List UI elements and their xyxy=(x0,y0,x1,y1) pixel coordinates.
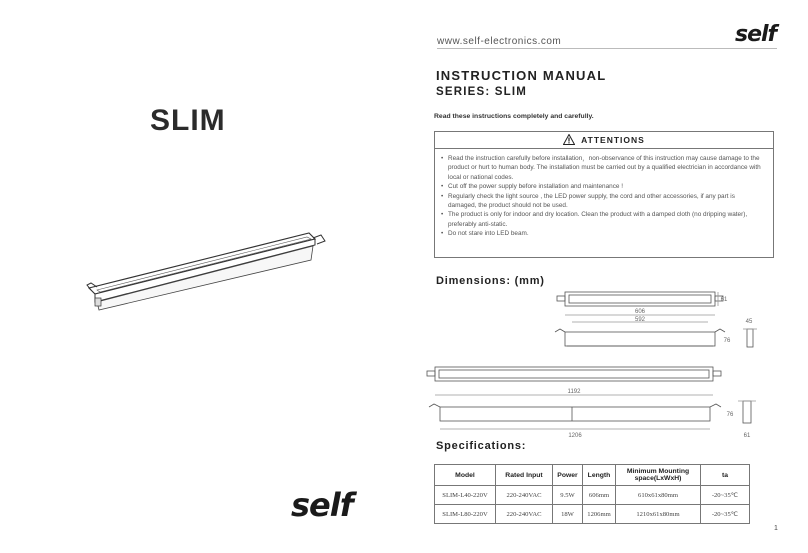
brand-logo-top: self xyxy=(735,22,777,47)
table-cell: SLIM-L40-220V xyxy=(435,486,496,505)
table-cell: 18W xyxy=(553,505,583,524)
column-header: Length xyxy=(583,465,616,486)
series-title: SERIES: SLIM xyxy=(436,86,528,98)
attention-item: • The product is only for indoor and dry location. Clean the product with a damped cloth (no dripping water), preferably anti-static. xyxy=(441,210,765,229)
table-header-row xyxy=(435,465,750,486)
drawing-1206-side-view xyxy=(440,407,710,421)
table-cell: 1210x61x80mm xyxy=(616,505,701,524)
warning-icon xyxy=(563,134,575,145)
table-cell: 9.5W xyxy=(553,486,583,505)
specifications-title: Specifications: xyxy=(436,440,527,452)
attention-item: • Read the instruction carefully before installation，non-observance of this instruction may cause damage to the product or hurt to human body. The installation must be carried out by a qualified electrician in accordance with local or national codes. xyxy=(441,154,765,182)
table-cell: -20~35℃ xyxy=(701,505,750,524)
dim-label-61-long: 61 xyxy=(743,433,751,439)
table-cell: 606mm xyxy=(583,486,616,505)
page-number: 1 xyxy=(774,525,778,532)
dim-label-1206: 1206 xyxy=(568,433,582,439)
dimensions-title: Dimensions: (mm) xyxy=(436,275,545,287)
dim-label-606: 606 xyxy=(634,309,646,315)
specifications-table xyxy=(434,464,750,524)
attentions-list xyxy=(435,149,773,239)
product-illustration xyxy=(85,230,330,320)
drawing-606-side-view xyxy=(565,332,715,346)
read-instructions-note: Read these instructions completely and carefully. xyxy=(434,113,594,120)
dim-label-76-long: 76 xyxy=(726,412,734,418)
table-cell: 610x61x80mm xyxy=(616,486,701,505)
attention-item: • Cut off the power supply before installation and maintenance ! xyxy=(441,182,765,191)
dimension-drawings xyxy=(410,285,790,445)
attentions-header xyxy=(435,132,773,149)
table-cell: -20~35℃ xyxy=(701,486,750,505)
dim-label-61: 61 xyxy=(720,297,728,303)
column-header: Minimum Mounting space(LxWxH) xyxy=(616,465,701,486)
header-divider xyxy=(437,48,777,49)
dim-label-45: 45 xyxy=(745,319,753,325)
column-header: Rated Input xyxy=(496,465,553,486)
dim-label-76: 76 xyxy=(723,338,731,344)
drawing-606-top-view xyxy=(565,292,715,306)
table-cell: 1206mm xyxy=(583,505,616,524)
brand-logo-bottom: self xyxy=(291,486,353,524)
attentions-box xyxy=(434,131,774,258)
website-url: www.self-electronics.com xyxy=(437,36,562,47)
dim-label-1192: 1192 xyxy=(567,389,581,395)
dim-label-592: 592 xyxy=(634,317,646,323)
table-cell: 220-240VAC xyxy=(496,486,553,505)
attention-item: • Do not stare into LED beam. xyxy=(441,229,765,238)
table-row xyxy=(435,486,750,505)
table-cell: 220-240VAC xyxy=(496,505,553,524)
manual-title: INSTRUCTION MANUAL xyxy=(436,68,607,83)
table-cell: SLIM-L80-220V xyxy=(435,505,496,524)
attention-item: • Regularly check the light source , the LED power supply, the cord and other accessories, if any part is damaged, the product should not be used. xyxy=(441,192,765,211)
attentions-title: ATTENTIONS xyxy=(581,135,645,145)
drawing-1206-top-view xyxy=(435,367,713,381)
table-row xyxy=(435,505,750,524)
column-header: Model xyxy=(435,465,496,486)
column-header: ta xyxy=(701,465,750,486)
product-title: SLIM xyxy=(150,104,226,137)
column-header: Power xyxy=(553,465,583,486)
